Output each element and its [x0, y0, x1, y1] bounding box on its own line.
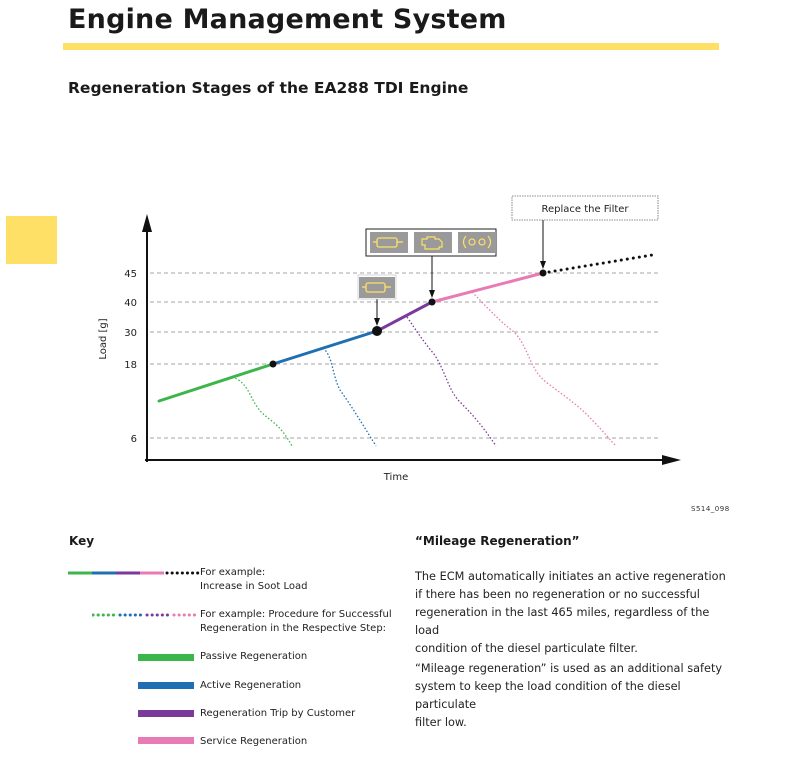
figure-code: S514_098: [691, 505, 730, 513]
section-title: Regeneration Stages of the EA288 TDI Engine: [68, 79, 469, 97]
key-procedure-text: For example: Procedure for Successful Regeneration in the Respective Step:: [200, 609, 392, 634]
page-title: Engine Management System: [68, 4, 507, 35]
y-axis-label: Load [g]: [98, 318, 109, 360]
filter-icon: [359, 277, 395, 298]
segment-future: [543, 255, 652, 273]
filter-icon: [370, 232, 408, 253]
curve-customer: [407, 317, 496, 446]
x-axis-label: Time: [383, 472, 409, 483]
soot-load-line: [159, 255, 652, 401]
key-label-customer: Regeneration Trip by Customer: [200, 708, 356, 719]
key-title: Key: [69, 534, 95, 548]
segment-active: [273, 331, 377, 364]
replace-filter-text: Replace the Filter: [541, 204, 629, 215]
marker-40: [429, 299, 436, 306]
gridlines: [150, 273, 660, 438]
ytick-label: 18: [124, 360, 137, 371]
key-swatch-service: [138, 737, 194, 744]
key-swatch-customer: [138, 710, 194, 717]
key-label-active: Active Regeneration: [200, 680, 302, 691]
y-axis-arrow: [142, 214, 152, 232]
marker-30: [372, 326, 382, 336]
key-label-passive: Passive Regeneration: [200, 651, 308, 662]
segment-passive: [159, 364, 273, 401]
service-icon: [458, 232, 496, 253]
mileage-paragraph-2: “Mileage regeneration” is used as an additional safety system to keep the load condition of the diesel particulate filter low.: [415, 662, 723, 729]
marker-18: [270, 361, 277, 368]
key-soot-load-text: For example: Increase in Soot Load: [200, 567, 308, 592]
marker-45: [540, 270, 547, 277]
three-icon-box: [366, 229, 496, 256]
mileage-paragraph-1: The ECM automatically initiates an active regeneration if there has been no regeneration or no successful regeneration in the last 465 miles, regardless of the load condition of the diesel particulate filter.: [415, 570, 726, 655]
key-soot-load-line: [68, 568, 200, 578]
engine-icon: [414, 232, 452, 253]
curve-service: [472, 292, 616, 446]
segment-service: [432, 273, 543, 302]
key-procedure-line: [92, 610, 198, 620]
key-swatch-passive: [138, 654, 194, 661]
ytick-label: 40: [124, 298, 137, 309]
x-axis-arrow: [662, 455, 681, 465]
single-icon-box: [358, 275, 396, 299]
key-label-service: Service Regeneration: [200, 736, 308, 747]
ytick-label: 45: [124, 269, 137, 280]
curve-active: [323, 348, 376, 446]
curve-passive: [232, 377, 292, 446]
ytick-label: 30: [124, 328, 137, 339]
ytick-label: 6: [130, 434, 137, 445]
mileage-title: “Mileage Regeneration”: [415, 534, 580, 548]
key-swatch-active: [138, 682, 194, 689]
segment-customer: [377, 302, 432, 331]
regeneration-curves: [232, 292, 616, 446]
